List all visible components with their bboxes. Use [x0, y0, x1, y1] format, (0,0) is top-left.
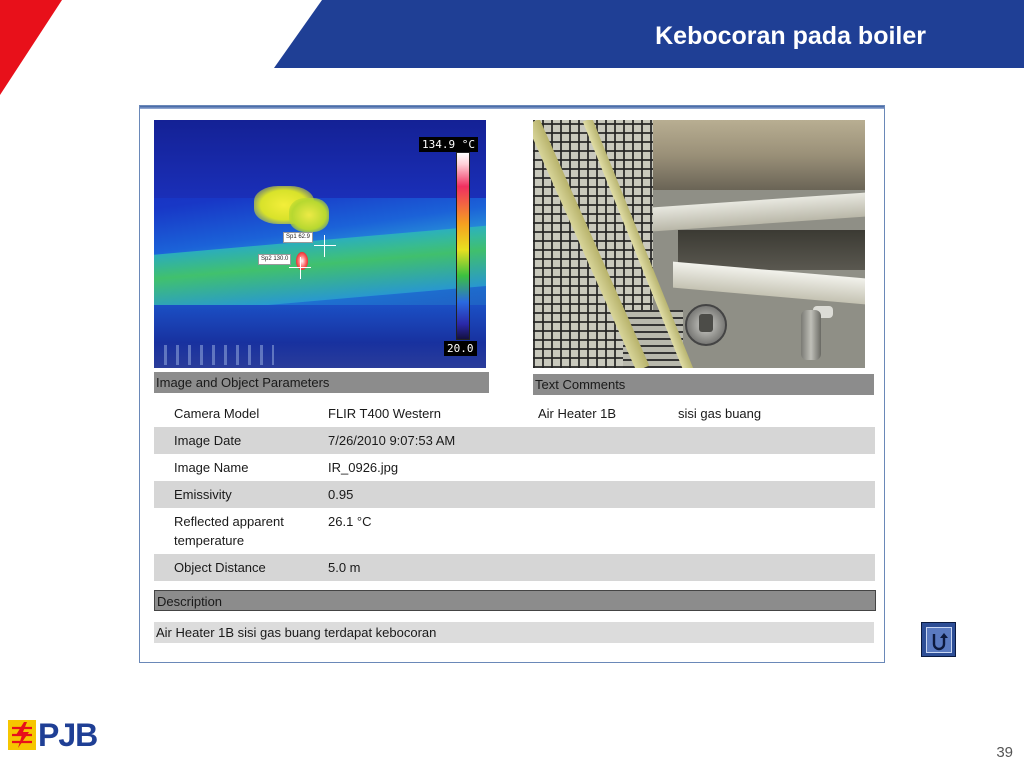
return-button[interactable]	[921, 622, 956, 657]
param-label: Emissivity	[174, 487, 232, 502]
thermal-image	[154, 120, 486, 368]
param-value: IR_0926.jpg	[328, 460, 399, 475]
pjb-lightning-icon	[8, 720, 36, 750]
temperature-scale-bar	[456, 152, 470, 340]
visual-photo	[533, 120, 865, 368]
description-text: Air Heater 1B sisi gas buang terdapat kebocoran	[154, 622, 874, 643]
param-label: Image Date	[174, 433, 242, 448]
param-label: Camera Model	[174, 406, 260, 421]
param-value: 0.95	[328, 487, 354, 502]
param-value: 5.0 m	[328, 560, 361, 575]
red-corner-decoration	[0, 0, 62, 95]
description-header: Description	[154, 590, 876, 611]
temperature-scale-max: 134.9 °C	[419, 137, 478, 152]
spot-marker-sp2: Sp2 130.0	[258, 254, 291, 265]
comments-header: Text Comments	[533, 374, 874, 395]
logo-text: PJB	[38, 717, 98, 753]
temperature-scale-min: 20.0	[444, 341, 477, 356]
comment-detail: sisi gas buang	[678, 406, 762, 421]
table-row	[154, 400, 875, 427]
slide-title: Kebocoran pada boiler	[655, 22, 926, 50]
param-value: 7/26/2010 9:07:53 AM	[328, 433, 456, 448]
param-label: Reflected apparent temperature	[174, 514, 284, 548]
parameters-header: Image and Object Parameters	[154, 372, 489, 393]
return-arrow-icon	[926, 627, 952, 653]
table-row	[154, 454, 875, 481]
table-row	[154, 554, 875, 581]
table-row	[154, 481, 875, 508]
param-label: Image Name	[174, 460, 249, 475]
page-number: 39	[996, 744, 1013, 761]
pjb-logo	[8, 717, 97, 753]
thermography-report	[139, 105, 885, 663]
param-label: Object Distance	[174, 560, 266, 575]
param-value: FLIR T400 Western	[328, 406, 441, 421]
table-row	[154, 508, 875, 554]
spot-marker-sp1: Sp1 62.9	[283, 232, 313, 243]
comment-location: Air Heater 1B	[538, 406, 617, 421]
parameters-table	[154, 400, 875, 581]
param-value: 26.1 °C	[328, 514, 372, 529]
table-row	[154, 427, 875, 454]
